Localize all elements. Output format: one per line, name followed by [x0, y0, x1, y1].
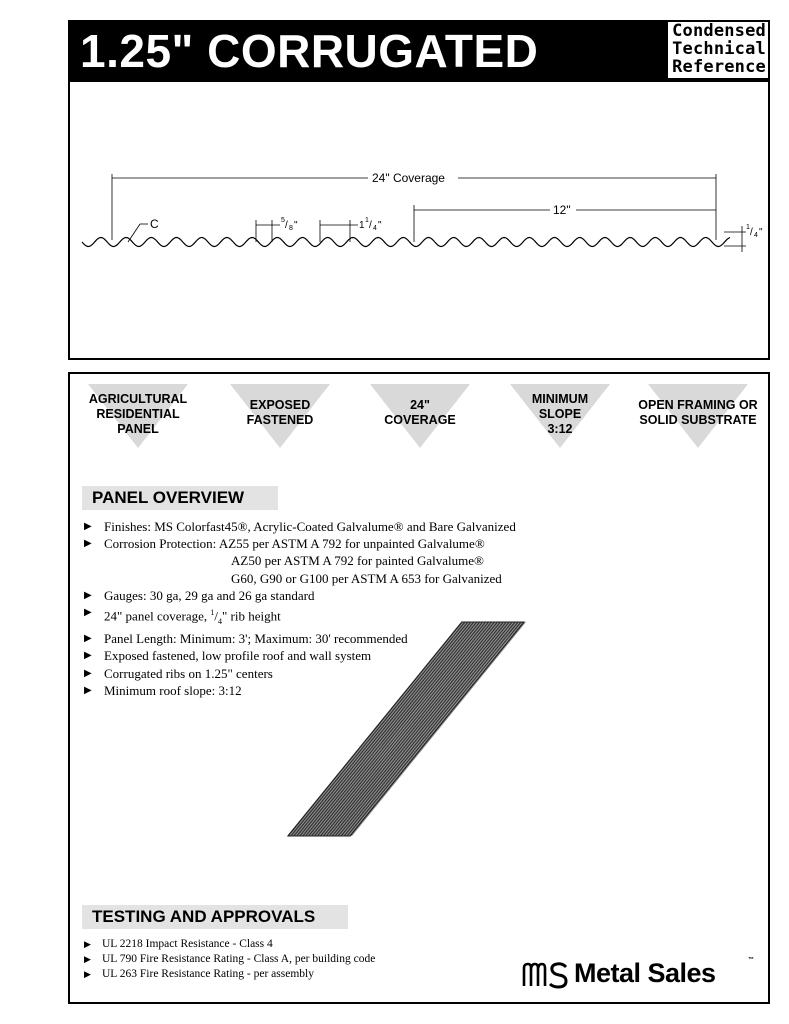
- panel-rib-line: [309, 622, 483, 836]
- badge-label: AGRICULTURAL RESIDENTIAL PANEL: [88, 392, 188, 436]
- dim-a-numerator: 5: [281, 217, 285, 224]
- panel-rib-line: [326, 622, 500, 836]
- main-content-frame: [68, 372, 770, 1004]
- list-item: ▶ Minimum roof slope: 3:12: [84, 682, 242, 698]
- panel-rib-highlight: [331, 622, 505, 836]
- panel-ribs: [288, 622, 526, 836]
- bullet-arrow-icon: ▶: [84, 667, 92, 679]
- badge-framing: [638, 384, 758, 448]
- panel-rib-highlight: [334, 622, 508, 836]
- list-item: ▶ UL 2218 Impact Resistance - Class 4: [84, 938, 273, 950]
- bullet-arrow-icon: ▶: [84, 589, 92, 601]
- panel-rib-line: [312, 622, 486, 836]
- badge-agricultural: [88, 384, 188, 448]
- title-bar: [68, 20, 666, 80]
- badge-label: OPEN FRAMING OR SOLID SUBSTRATE: [638, 398, 758, 427]
- panel-rib-highlight: [328, 622, 502, 836]
- half-label: 12": [553, 203, 571, 217]
- dim-b-whole: 1: [359, 220, 365, 231]
- corrosion-line-2: AZ50 per ASTM A 792 for painted Galvalume®: [231, 553, 484, 569]
- panel-rib-line: [344, 622, 518, 836]
- bullet-arrow-icon: ▶: [84, 684, 92, 696]
- panel-rib-highlight: [307, 622, 481, 836]
- list-item: ▶ Corrugated ribs on 1.25" centers: [84, 665, 273, 681]
- panel-rib-line: [306, 622, 480, 836]
- profile-diagram: [70, 82, 768, 358]
- trademark: ™: [748, 957, 754, 963]
- dim-a-denominator: 8: [289, 225, 293, 232]
- bullet-arrow-icon: ▶: [84, 633, 92, 645]
- reference-line-1: Condensed: [672, 21, 766, 41]
- dim-a-inch: ": [294, 220, 298, 231]
- ms-logo-mark-icon: [522, 960, 570, 990]
- list-item: ▶ Panel Length: Minimum: 3'; Maximum: 30' recommended: [84, 631, 408, 647]
- panel-rib-line: [320, 622, 494, 836]
- corrugation-label: C: [150, 217, 159, 231]
- metal-sales-logo: [522, 957, 762, 990]
- list-item: ▶ Gauges: 30 ga, 29 ga and 26 ga standard: [84, 587, 315, 603]
- panel-rib-highlight: [295, 622, 469, 836]
- badge-label: 24" COVERAGE: [384, 398, 456, 427]
- panel-rib-line: [335, 622, 509, 836]
- testing-approvals-heading: TESTING AND APPROVALS: [82, 905, 348, 929]
- bullet-arrow-icon: ▶: [84, 939, 91, 949]
- page-title: 1.25" CORRUGATED: [80, 25, 539, 77]
- rib-numerator: 1: [746, 224, 750, 231]
- panel-rib-highlight: [310, 622, 484, 836]
- panel-rib-line: [323, 622, 497, 836]
- list-item: ▶ 24" panel coverage, $^1/_4$" rib height: [82, 604, 516, 630]
- panel-overview-heading: PANEL OVERVIEW: [82, 486, 278, 510]
- reference-box: [666, 20, 770, 80]
- panel-rib-highlight: [301, 622, 475, 836]
- bullet-arrow-icon: ▶: [84, 650, 92, 662]
- brand-name: Metal Sales: [574, 958, 716, 988]
- panel-rib-line: [347, 622, 521, 836]
- badge-label: MINIMUM SLOPE 3:12: [531, 392, 589, 436]
- corrugation-leader: [128, 224, 140, 242]
- bullet-arrow-icon: ▶: [84, 538, 92, 550]
- list-item: ▶ Exposed fastened, low profile roof and wall system: [84, 648, 372, 664]
- badge-label: EXPOSED FASTENED: [246, 398, 314, 427]
- dim-b-slash: /: [369, 220, 372, 231]
- testing-approvals-list: [82, 937, 375, 982]
- panel-rib-line: [294, 622, 468, 836]
- badge-coverage: [370, 384, 470, 448]
- dim-b-numerator: 1: [365, 217, 369, 224]
- panel-rib-highlight: [316, 622, 490, 836]
- panel-rib-highlight: [322, 622, 496, 836]
- panel-rib-line: [297, 622, 471, 836]
- badge-minimum-slope: [510, 384, 610, 448]
- list-item: ▶ Finishes: MS Colorfast45®, Acrylic-Coated Galvalume® and Bare Galvanized: [84, 519, 516, 534]
- panel-rib-highlight: [313, 622, 487, 836]
- panel-rib-highlight: [346, 622, 520, 836]
- corrosion-line-3: G60, G90 or G100 per ASTM A 653 for Galvanized: [231, 570, 502, 586]
- panel-rib-highlight: [304, 622, 478, 836]
- panel-rib-highlight: [343, 622, 517, 836]
- panel-rib-line: [332, 622, 506, 836]
- dim-b-inch: ": [378, 220, 382, 231]
- panel-rib-line: [318, 622, 492, 836]
- coverage-label: 24" Coverage: [372, 171, 445, 185]
- panel-rib-line: [303, 622, 477, 836]
- panel-rib-highlight: [337, 622, 511, 836]
- panel-rib-highlight: [319, 622, 493, 836]
- panel-rib-line: [300, 622, 474, 836]
- rib-slash: /: [750, 227, 753, 238]
- bullet-arrow-icon: ▶: [84, 521, 92, 532]
- corrugated-panel-illustration: [286, 620, 526, 838]
- list-item: ▶ UL 790 Fire Resistance Rating - Class A, per building code: [84, 953, 376, 965]
- panel-rib-highlight: [325, 622, 499, 836]
- dim-a-slash: /: [285, 220, 288, 231]
- bullet-arrow-icon: ▶: [84, 954, 91, 964]
- profile-drawing-frame: [68, 80, 770, 360]
- bullet-arrow-icon: ▶: [84, 969, 91, 979]
- panel-rib-line: [315, 622, 489, 836]
- rib-inch: ": [759, 227, 763, 238]
- corrugated-profile-line: [82, 238, 730, 247]
- panel-rib-highlight: [292, 622, 466, 836]
- list-item: ▶ Corrosion Protection: AZ55 per ASTM A 792 for unpainted Galvalume® AZ50 per ASTM A 792 for painted Galvalume® G60, G90 or G100 per ASTM A 653 for Galvanized: [82, 535, 516, 587]
- list-item: ▶ UL 263 Fire Resistance Rating - per assembly: [84, 968, 314, 980]
- panel-rib-line: [341, 622, 515, 836]
- rib-denominator: 4: [754, 232, 758, 239]
- dim-b-denominator: 4: [373, 225, 377, 232]
- panel-rib-highlight: [298, 622, 472, 836]
- panel-rib-highlight: [340, 622, 514, 836]
- panel-rib-line: [338, 622, 512, 836]
- panel-rib-line: [329, 622, 503, 836]
- reference-line-3: Reference: [672, 57, 766, 77]
- badge-exposed-fastened: [230, 384, 330, 448]
- bullet-arrow-icon: ▶: [84, 607, 92, 619]
- reference-line-2: Technical: [672, 39, 766, 59]
